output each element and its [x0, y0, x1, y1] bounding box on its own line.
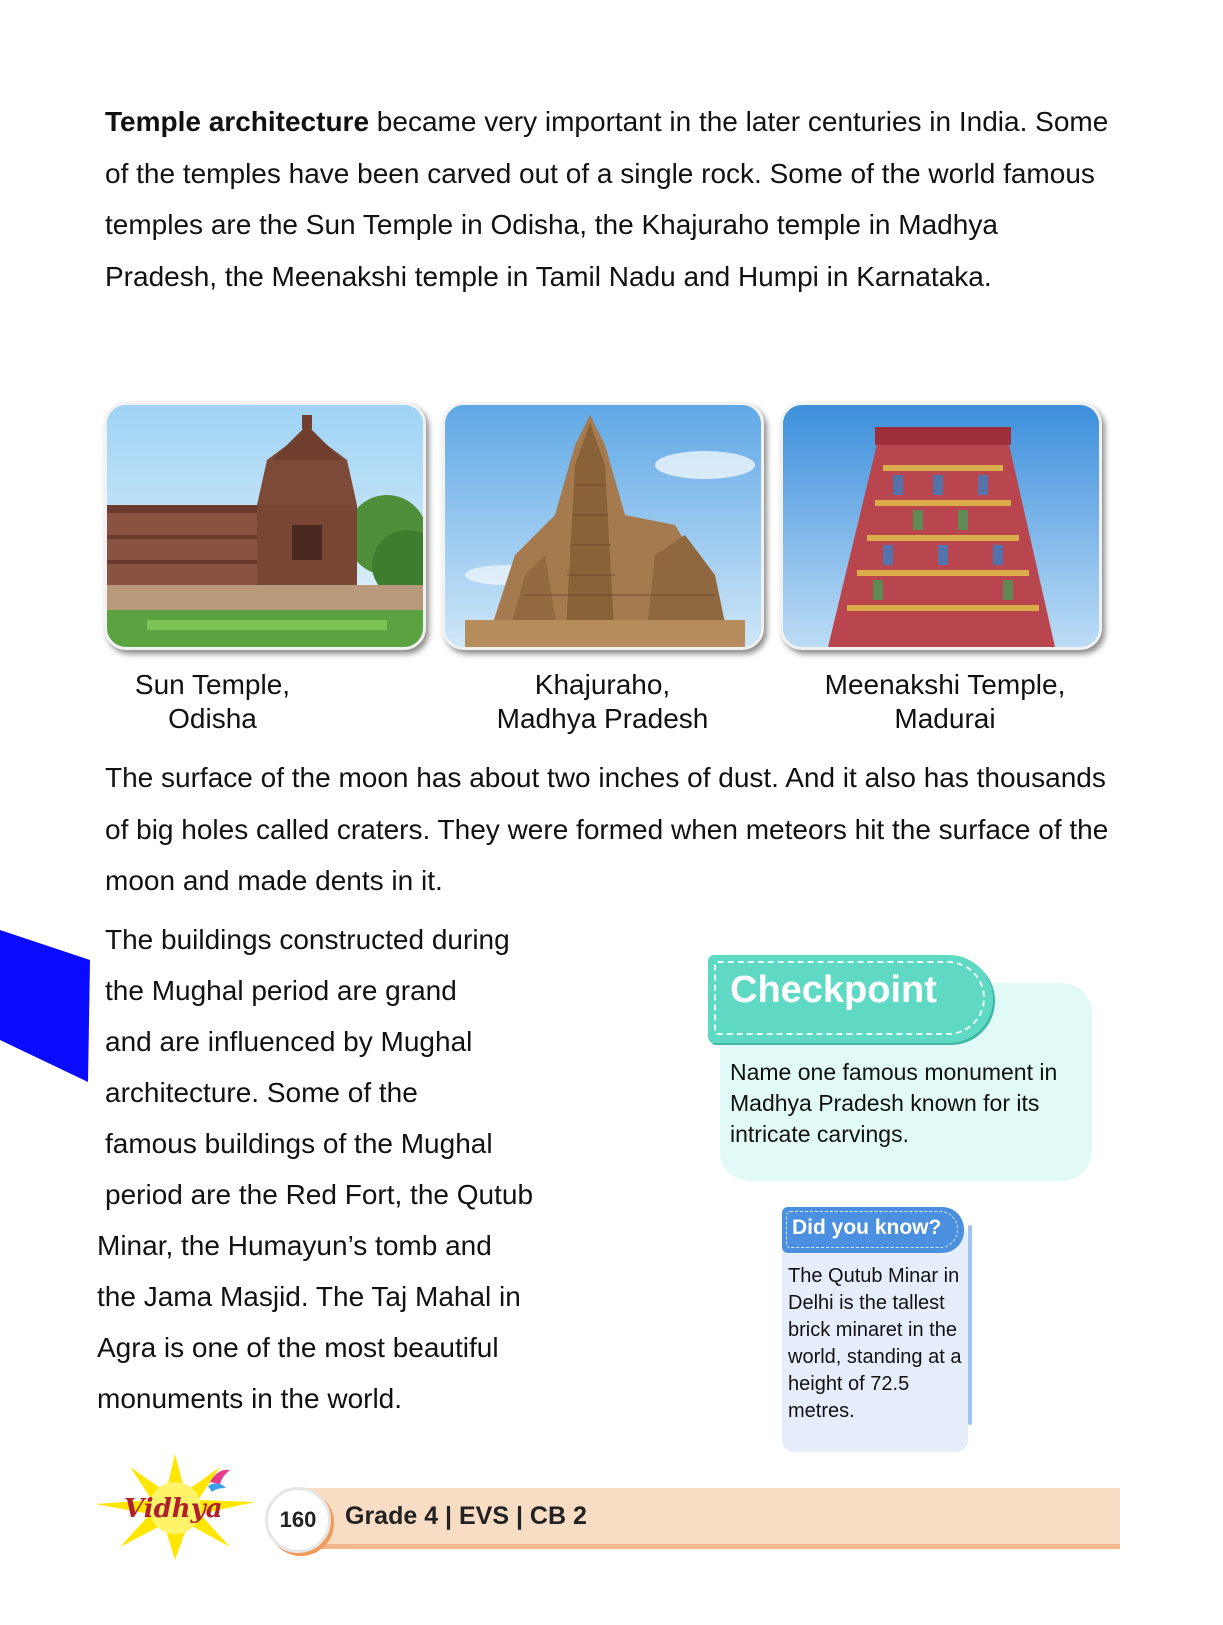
page-number: 160 — [279, 1507, 317, 1532]
footer-band-shadow — [290, 1544, 1120, 1549]
paragraph-line: Minar, the Humayun’s tomb and — [97, 1230, 492, 1261]
paragraph-line: famous buildings of the Mughal — [105, 1128, 493, 1159]
did-you-know-box — [782, 1207, 972, 1452]
caption-sun-temple — [110, 668, 315, 736]
intro-text: became very important in the later centuries in India. Some of the temples have been carved out of a single rock. Some of the world famous temples are the Sun Temple in Odisha, the Khajuraho temple in Madhya Pradesh, the Meenakshi temple in Tamil Nadu and Humpi in Karnataka. — [105, 106, 1109, 292]
caption-line: Madhya Pradesh — [496, 703, 709, 734]
logo-text: Vidhya — [124, 1494, 223, 1524]
checkpoint-tab — [708, 955, 993, 1043]
caption-khajuraho — [470, 668, 735, 736]
did-you-know-edge — [968, 1225, 972, 1425]
paragraph-line: monuments in the world. — [97, 1383, 403, 1414]
side-blue-tab — [0, 930, 90, 1082]
footer-label: Grade 4 | EVS | CB 2 — [345, 1502, 587, 1530]
checkpoint-box — [708, 955, 1093, 1183]
caption-line: Odisha — [168, 703, 257, 734]
caption-line: Khajuraho, — [534, 669, 671, 700]
khajuraho-photo — [442, 402, 764, 650]
paragraph-line: the Mughal period are grand — [105, 975, 457, 1006]
did-you-know-tab — [782, 1207, 964, 1253]
paragraph-line: period are the Red Fort, the Qutub — [105, 1179, 534, 1210]
caption-meenakshi — [800, 668, 1090, 736]
paragraph-line: and are influenced by Mughal — [105, 1026, 473, 1057]
caption-line: Madurai — [894, 703, 996, 734]
intro-bold-term: Temple architecture — [105, 106, 370, 137]
checkpoint-title: Checkpoint — [730, 969, 937, 1011]
did-you-know-text: The Qutub Minar in Delhi is the tallest brick minaret in the world, standing at a height of 72.5 metres. — [788, 1265, 962, 1422]
moon-paragraph: The surface of the moon has about two inches of dust. And it also has thousands of big holes called craters. They were formed when meteors hit the surface of the moon and made dents in it. — [105, 762, 1109, 896]
paragraph-line: Agra is one of the most beautiful — [97, 1332, 499, 1363]
sun-temple-photo — [104, 402, 426, 650]
paragraph-line: the Jama Masjid. The Taj Mahal in — [97, 1281, 521, 1312]
paragraph-line: architecture. Some of the — [105, 1077, 418, 1108]
caption-line: Meenakshi Temple, — [824, 669, 1066, 700]
did-you-know-title: Did you know? — [792, 1216, 942, 1239]
intro-paragraph — [105, 96, 1115, 302]
vidhya-logo — [90, 1452, 260, 1562]
paragraph-line: The buildings constructed during — [105, 924, 510, 955]
meenakshi-temple-photo — [780, 402, 1102, 650]
caption-line: Sun Temple, — [134, 669, 291, 700]
page-number-badge — [265, 1487, 331, 1553]
checkpoint-question: Name one famous monument in Madhya Pradesh known for its intricate carvings. — [730, 1059, 1058, 1147]
